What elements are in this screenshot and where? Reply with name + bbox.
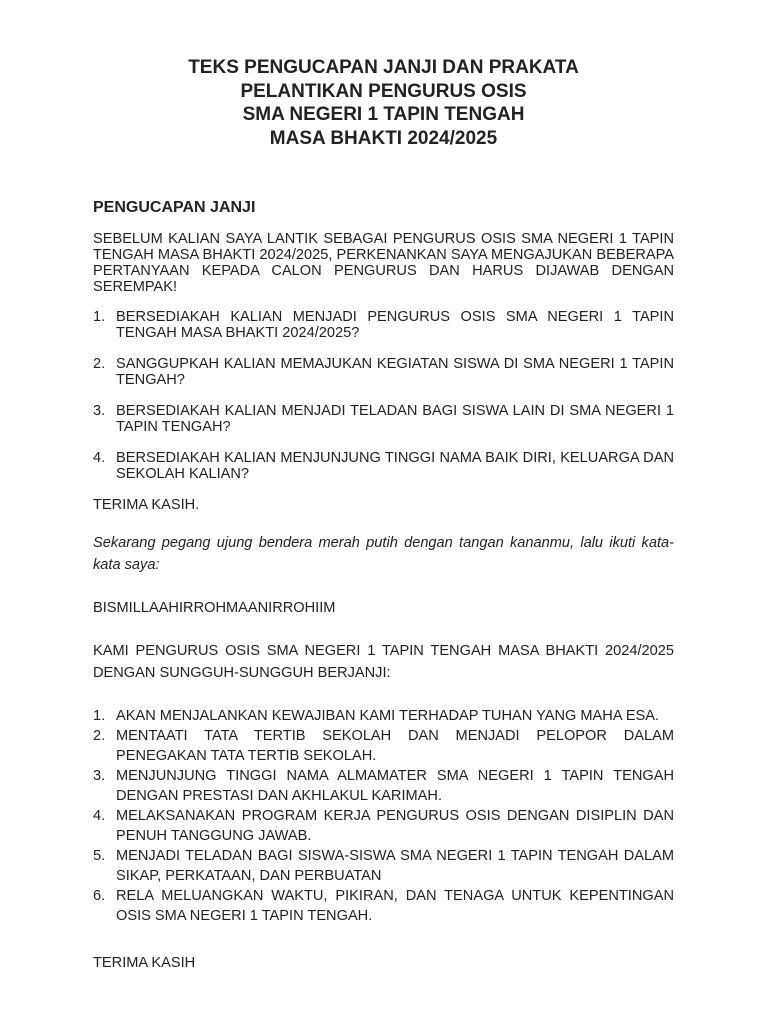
pledge-item: [93, 726, 674, 766]
question-text: SANGGUPKAH KALIAN MEMAJUKAN KEGIATAN SISWA DI SMA NEGERI 1 TAPIN TENGAH?: [116, 356, 674, 388]
title-line: MASA BHAKTI 2024/2025: [269, 127, 498, 149]
closing-thanks-text: TERIMA KASIH: [93, 955, 196, 971]
pledge-text: MENJUNJUNG TINGGI NAMA ALMAMATER SMA NEGERI 1 TAPIN TENGAH DENGAN PRESTASI DAN AKHLAKUL KARIMAH.: [116, 768, 674, 804]
title-line: PELANTIKAN PENGURUS OSIS: [240, 80, 527, 102]
question-number: 3.: [93, 403, 106, 419]
question-text: BERSEDIAKAH KALIAN MENJUNJUNG TINGGI NAMA BAIK DIRI, KELUARGA DAN SEKOLAH KALIAN?: [116, 450, 674, 482]
section-heading: PENGUCAPAN JANJI: [93, 199, 256, 216]
question-item: [93, 356, 674, 388]
pledge-number: 6.: [93, 888, 106, 904]
pledge-text: MENJADI TELADAN BAGI SISWA-SISWA SMA NEGERI 1 TAPIN TENGAH DALAM SIKAP, PERKATAAN, DAN PERBUATAN: [116, 848, 674, 884]
pledge-number: 4.: [93, 808, 106, 824]
pledge-item: [93, 706, 674, 726]
instruction-text: Sekarang pegang ujung bendera merah putih dengan tangan kananmu, lalu ikuti kata-kata saya:: [93, 535, 674, 573]
question-text: BERSEDIAKAH KALIAN MENJADI PENGURUS OSIS SMA NEGERI 1 TAPIN TENGAH MASA BHAKTI 2024/2025?: [116, 309, 674, 341]
question-text: BERSEDIAKAH KALIAN MENJADI TELADAN BAGI SISWA LAIN DI SMA NEGERI 1 TAPIN TENGAH?: [116, 403, 674, 435]
document-page: [93, 56, 674, 971]
pledge-number: 2.: [93, 728, 106, 744]
pledge-item: [93, 806, 674, 846]
pledge-item: [93, 886, 674, 926]
question-list: [93, 309, 674, 482]
pledge-text: MENTAATI TATA TERTIB SEKOLAH DAN MENJADI PELOPOR DALAM PENEGAKAN TATA TERTIB SEKOLAH.: [116, 728, 674, 764]
pledge-number: 1.: [93, 708, 106, 724]
bismillah-text: BISMILLAAHIRROHMAANIRROHIIM: [93, 600, 336, 616]
title-line: SMA NEGERI 1 TAPIN TENGAH: [242, 104, 525, 125]
pledge-text: MELAKSANAKAN PROGRAM KERJA PENGURUS OSIS DENGAN DISIPLIN DAN PENUH TANGGUNG JAWAB.: [116, 808, 674, 844]
pledge-intro: KAMI PENGURUS OSIS SMA NEGERI 1 TAPIN TENGAH MASA BHAKTI 2024/2025 DENGAN SUNGGUH-SUNGGUH BERJANJI:: [93, 643, 674, 681]
document-title: [93, 56, 674, 150]
pledge-number: 5.: [93, 848, 106, 864]
question-number: 2.: [93, 356, 106, 372]
thanks-text: TERIMA KASIH.: [93, 497, 200, 513]
pledge-text: RELA MELUANGKAN WAKTU, PIKIRAN, DAN TENAGA UNTUK KEPENTINGAN OSIS SMA NEGERI 1 TAPIN TENGAH.: [116, 888, 674, 924]
pledge-list: [93, 706, 674, 926]
pledge-text: AKAN MENJALANKAN KEWAJIBAN KAMI TERHADAP TUHAN YANG MAHA ESA.: [116, 708, 660, 724]
pledge-item: [93, 846, 674, 886]
title-line: TEKS PENGUCAPAN JANJI DAN PRAKATA: [188, 57, 579, 78]
pledge-item: [93, 766, 674, 806]
question-item: [93, 450, 674, 482]
question-number: 4.: [93, 450, 106, 466]
question-number: 1.: [93, 309, 106, 325]
question-item: [93, 403, 674, 435]
question-item: [93, 309, 674, 341]
pledge-number: 3.: [93, 768, 106, 784]
intro-paragraph: SEBELUM KALIAN SAYA LANTIK SEBAGAI PENGURUS OSIS SMA NEGERI 1 TAPIN TENGAH MASA BHAKTI 2024/2025, PERKENANKAN SAYA MENGAJUKAN BEBERAPA PERTANYAAN KEPADA CALON PENGURUS DAN HARUS DIJAWAB DENGAN SEREMPAK!: [93, 231, 674, 295]
